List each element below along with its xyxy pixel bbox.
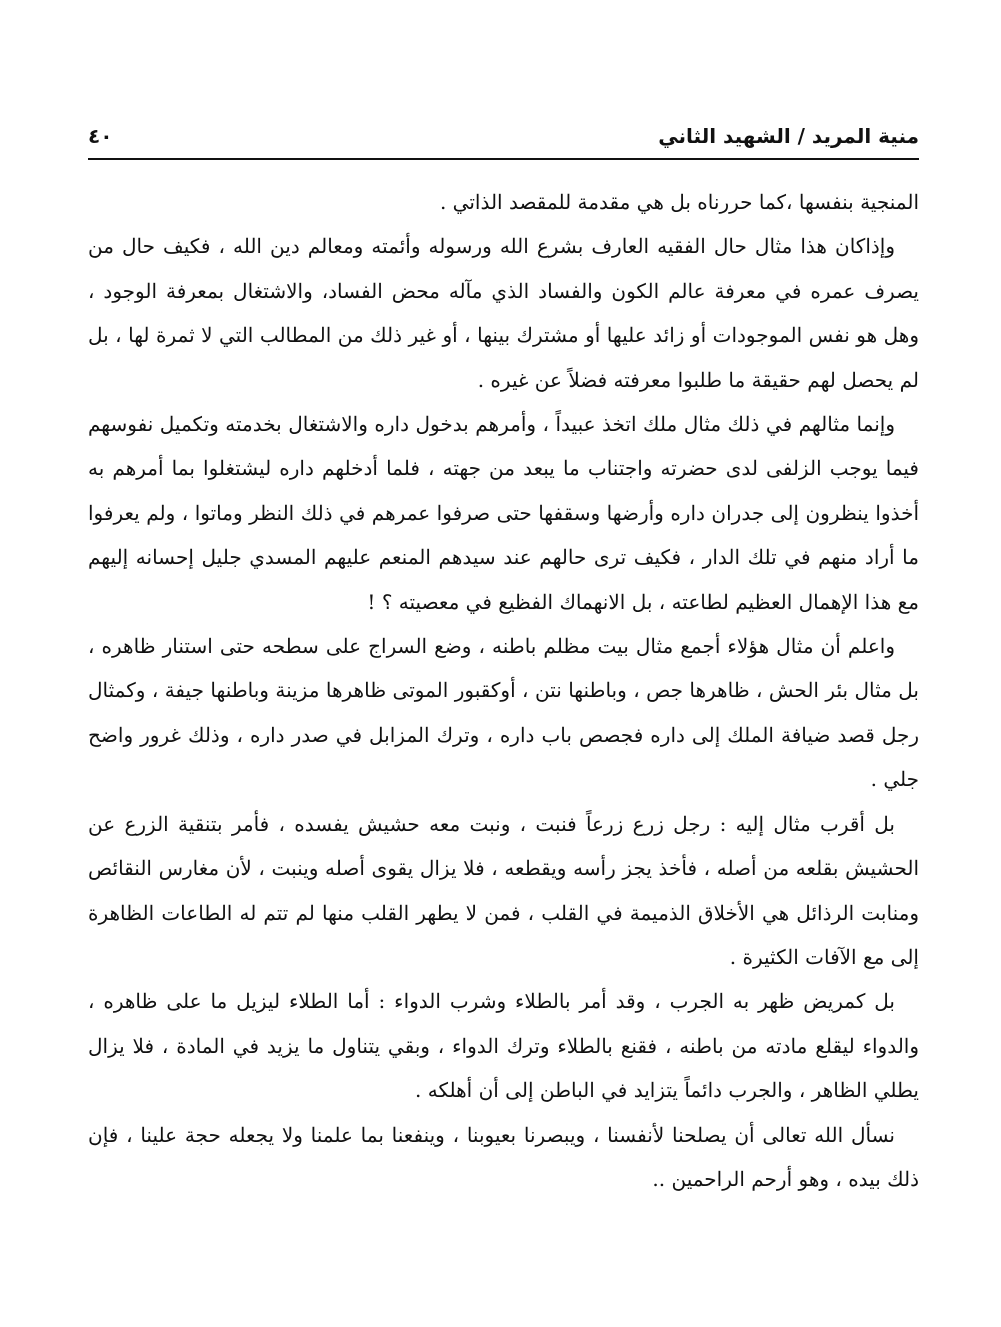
paragraph: بل أقرب مثال إليه : رجل زرع زرعاً فنبت ، ونبت معه حشيش يفسده ، فأمر بتنقية الزرع عن الحشيش بقلعه من أصله ، فأخذ يجز رأسه ويقطعه ، فلا يزال يقوى أصله وينبت ، لأن مغارس النقائص ومنابت الرذائل هي الأخلاق الذميمة في القلب ، فمن لا يطهر القلب منها لم تتم له الطاعات الظاهرة إلى مع الآفات الكثيرة .	[88, 811, 919, 969]
body-text	[88, 180, 919, 1201]
paragraph: واعلم أن مثال هؤلاء أجمع مثال بيت مظلم باطنه ، وضع السراج على سطحه حتى استنار ظاهره ، بل مثال بئر الحش ، ظاهرها جص ، وباطنها نتن ، أوكقبور الموتى ظاهرها مزينة وباطنها جيفة ، وكمثال رجل قصد ضيافة الملك إلى داره فجصص باب داره ، وترك المزابل في صدر داره ، وذلك غرور واضح جلي .	[88, 634, 920, 792]
paragraph: وإنما مثالهم في ذلك مثال ملك اتخذ عبيداً ، وأمرهم بدخول داره والاشتغال بخدمته وتكميل نفوسهم فيما يوجب الزلفى لدى حضرته واجتناب ما يبعد من جهته ، فلما أدخلهم داره ليشتغلوا بما أمرهم به أخذوا ينظرون إلى جدران داره وأرضها وسقفها حتى صرفوا عمرهم في ذلك النظر وماتوا ، ولم يعرفوا ما أراد منهم في تلك الدار ، فكيف ترى حالهم عند سيدهم المنعم عليهم المسدي جليل إحسانه إليهم مع هذا الإهمال العظيم لطاعته ، بل الانهماك الفظيع في معصيته ؟ !	[88, 412, 919, 614]
book-title-header: منية المريد / الشهيد الثاني	[658, 124, 919, 148]
page-number: ٤٠	[88, 124, 113, 148]
paragraph: بل كمريض ظهر به الجرب ، وقد أمر بالطلاء وشرب الدواء : أما الطلاء ليزيل ما على ظاهره ، والدواء ليقلع مادته من باطنه ، فقنع بالطلاء وترك الدواء ، وبقي يتناول ما يزيد في المادة ، فلا يزال يطلي الظاهر ، والجرب دائماً يتزايد في الباطن إلى أن أهلكه .	[88, 989, 919, 1103]
document-page	[88, 118, 919, 1201]
running-header	[88, 118, 919, 160]
paragraph: نسأل الله تعالى أن يصلحنا لأنفسنا ، ويبصرنا بعيوبنا ، وينفعنا بما علمنا ولا يجعله حجة علينا ، فإن ذلك بيده ، وهو أرحم الراحمين ..	[88, 1122, 919, 1191]
paragraph-continuation: المنجية بنفسها ،كما حررناه بل هي مقدمة للمقصد الذاتي .	[439, 190, 919, 214]
paragraph: وإذاكان هذا مثال حال الفقيه العارف بشرع الله ورسوله وأئمته ومعالم دين الله ، فكيف حال من يصرف عمره في معرفة عالم الكون والفساد الذي مآله محض الفساد، والاشتغال بمعرفة الوجود ، وهل هو نفس الموجودات أو زائد عليها أو مشترك بينها ، أو غير ذلك من المطالب التي لا ثمرة لها ، بل لم يحصل لهم حقيقة ما طلبوا معرفته فضلاً عن غيره .	[88, 234, 919, 392]
